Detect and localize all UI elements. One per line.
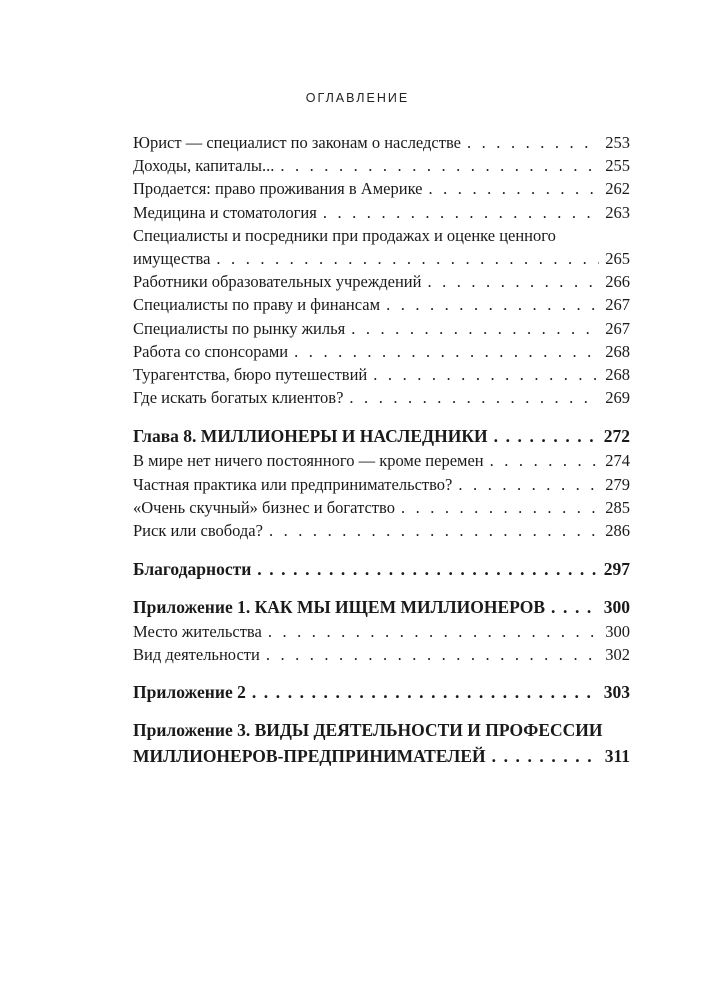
toc-entry: [133, 270, 630, 293]
dot-leader: [490, 449, 600, 472]
toc-entry: [133, 643, 630, 666]
toc-entry-title: имущества: [133, 249, 211, 269]
dot-leader: [294, 340, 599, 363]
toc-entry-line1: [133, 224, 630, 247]
toc-entry-title: «Очень скучный» бизнес и богатство: [133, 497, 395, 517]
dot-leader: [216, 247, 599, 270]
toc-entry-title: Юрист — специалист по законам о наследстве: [133, 133, 461, 152]
toc-entry-page: 285: [605, 497, 630, 517]
toc-entry-title: Доходы, капиталы...: [133, 156, 275, 176]
toc-entry-page: 253: [605, 133, 630, 152]
appendix-title: Приложение 1. КАК МЫ ИЩЕМ МИЛЛИОНЕРОВ: [133, 597, 546, 618]
toc-entry-page: 255: [605, 156, 630, 176]
toc-entry-page: 269: [605, 388, 630, 408]
toc-appendix-heading-line1: [133, 717, 630, 743]
toc-entry-page: 263: [605, 202, 630, 222]
toc-entry-page: 268: [605, 365, 630, 385]
toc-entry-page: 286: [605, 521, 630, 541]
toc-entry-page: 300: [605, 622, 630, 642]
toc-entry: [133, 177, 630, 200]
appendix-title: Приложение 2: [133, 681, 246, 702]
toc-entry-title: Вид деятельности: [133, 645, 260, 665]
toc-entry: [133, 386, 630, 409]
toc-entry: [133, 340, 630, 363]
dot-leader: [349, 386, 599, 409]
toc-entry-page: 268: [605, 341, 630, 361]
appendix-page: 311: [604, 745, 630, 766]
toc-entry-page: 274: [605, 451, 630, 471]
dot-leader: [351, 317, 599, 340]
toc-entry: [133, 449, 630, 472]
toc-entry-title: Частная практика или предпринимательство?: [133, 474, 453, 494]
dot-leader: [252, 679, 598, 705]
toc-entry-title: Продается: право проживания в Америке: [133, 179, 423, 199]
chapter-page: 272: [603, 426, 630, 447]
toc-entry-title-line1: Специалисты и посредники при продажах и оценке ценного: [133, 225, 556, 245]
toc-entry-page: 266: [605, 272, 630, 292]
toc-entry-page: 265: [605, 249, 630, 269]
toc-entry: [133, 620, 630, 643]
toc-chapter-heading: [133, 423, 630, 449]
toc-entry-page: 267: [605, 295, 630, 315]
chapter-title: Глава 8. МИЛЛИОНЕРЫ И НАСЛЕДНИКИ: [133, 426, 488, 447]
toc-section-heading: [133, 556, 630, 582]
toc-entry-title: Медицина и стоматология: [133, 202, 317, 222]
appendix-page: 300: [603, 597, 630, 618]
dot-leader: [427, 270, 599, 293]
toc-entry-page: 262: [605, 179, 630, 199]
section-page: 297: [603, 559, 630, 580]
toc-entry-title: Место жительства: [133, 622, 262, 642]
toc-entry-title: В мире нет ничего постоянного — кроме перемен: [133, 451, 484, 471]
toc-entry: [133, 154, 630, 177]
toc-entry-title: Работа со спонсорами: [133, 341, 289, 361]
toc-entry: [133, 247, 630, 270]
toc-entry: [133, 293, 630, 316]
dot-leader: [458, 473, 599, 496]
dot-leader: [257, 556, 597, 582]
dot-leader: [429, 177, 600, 200]
toc-entry-title: Специалисты по рынку жилья: [133, 318, 346, 338]
appendix-page: 303: [603, 681, 630, 702]
table-of-contents: [133, 131, 630, 769]
toc-entry-title: Где искать богатых клиентов?: [133, 388, 344, 408]
toc-entry: [133, 473, 630, 496]
toc-entry-title: Работники образовательных учреждений: [133, 272, 422, 292]
dot-leader: [373, 363, 599, 386]
dot-leader: [266, 643, 599, 666]
toc-entry: [133, 496, 630, 519]
toc-entry: [133, 363, 630, 386]
toc-entry-title: Турагентства, бюро путешествий: [133, 365, 368, 385]
toc-entry-page: 279: [605, 474, 630, 494]
toc-entry: [133, 519, 630, 542]
toc-entry: [133, 317, 630, 340]
toc-entry-page: 302: [605, 645, 630, 665]
dot-leader: [492, 743, 599, 769]
dot-leader: [401, 496, 599, 519]
dot-leader: [323, 201, 599, 224]
toc-entry-title: Риск или свобода?: [133, 521, 263, 541]
appendix-title-line1: Приложение 3. ВИДЫ ДЕЯТЕЛЬНОСТИ И ПРОФЕССИИ: [133, 719, 603, 740]
toc-entry: [133, 201, 630, 224]
dot-leader: [551, 594, 598, 620]
dot-leader: [386, 293, 599, 316]
toc-entry-page: 267: [605, 318, 630, 338]
toc-appendix-heading: [133, 743, 630, 769]
toc-entry: [133, 131, 630, 154]
appendix-title-line2: МИЛЛИОНЕРОВ-ПРЕДПРИНИМАТЕЛЕЙ: [133, 745, 486, 766]
toc-entry-title: Специалисты по праву и финансам: [133, 295, 381, 315]
dot-leader: [467, 131, 599, 154]
section-title: Благодарности: [133, 559, 252, 580]
dot-leader: [280, 154, 599, 177]
toc-appendix-heading: [133, 679, 630, 705]
toc-appendix-heading: [133, 594, 630, 620]
page-title: ОГЛАВЛЕНИЕ: [305, 91, 410, 105]
dot-leader: [268, 620, 599, 643]
dot-leader: [269, 519, 599, 542]
dot-leader: [494, 423, 598, 449]
